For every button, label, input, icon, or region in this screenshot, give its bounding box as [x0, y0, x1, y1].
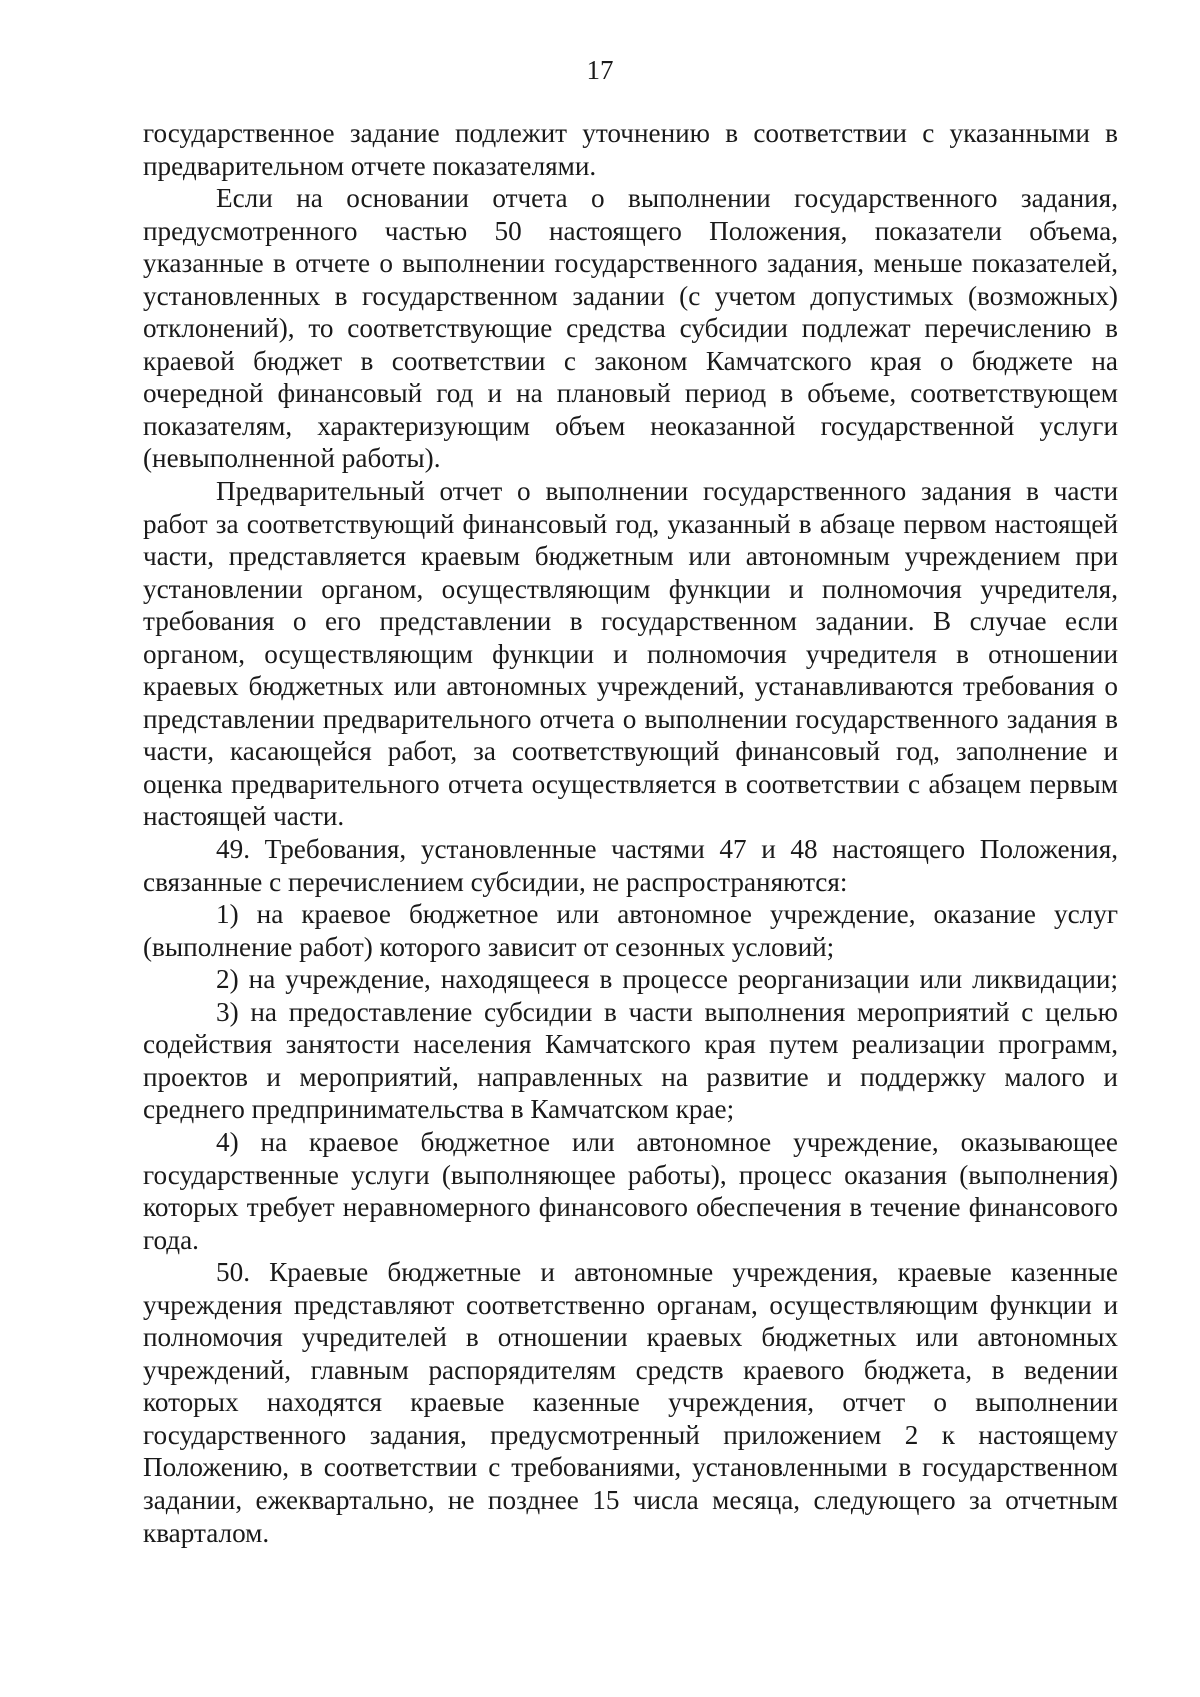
list-item-3: 3) на предоставление субсидии в части выполнения мероприятий с целью содействия занятости населения Камчатского края путем реализации программ, проектов и мероприятий, направленных на развитие и поддержку малого и среднего предпринимательства в Камчатском крае;: [143, 996, 1118, 1125]
paragraph-continuation: государственное задание подлежит уточнению в соответствии с указанными в предварительном отчете показателями.: [143, 118, 1118, 181]
page-number: 17: [586, 55, 614, 85]
paragraph-clause-49: 49. Требования, установленные частями 47 и 48 настоящего Положения, связанные с перечислением субсидии, не распространяются:: [143, 834, 1118, 897]
list-item-1: 1) на краевое бюджетное или автономное учреждение, оказание услуг (выполнение работ) которого зависит от сезонных условий;: [143, 899, 1118, 962]
paragraph-subsidy-return: Если на основании отчета о выполнении государственного задания, предусмотренного частью 50 настоящего Положения, показатели объема, указанные в отчете о выполнении государственного задания, меньше показателей, установленных в государственном задании (с учетом допустимых (возможных) отклонений), то соответствующие средства субсидии подлежат перечислению в краевой бюджет в соответствии с законом Камчатского края о бюджете на очередной финансовый год и на плановый период в объеме, соответствующем показателям, характеризующим объем неоказанной государственной услуги (невыполненной работы).: [143, 183, 1118, 474]
list-item-4: 4) на краевое бюджетное или автономное учреждение, оказывающее государственные услуги (выполняющее работы), процесс оказания (выполнения) которых требует неравномерного финансового обеспечения в течение финансового года.: [143, 1126, 1118, 1255]
paragraph-preliminary-report: Предварительный отчет о выполнении государственного задания в части работ за соответствующий финансовый год, указанный в абзаце первом настоящей части, представляется краевым бюджетным или автономным учреждением при установлении органом, осуществляющим функции и полномочия учредителя, требования о его представлении в государственном задании. В случае если органом, осуществляющим функции и полномочия учредителя в отношении краевых бюджетных или автономных учреждений, устанавливаются требования о представлении предварительного отчета о выполнении государственного задания в части, касающейся работ, за соответствующий финансовый год, заполнение и оценка предварительного отчета осуществляется в соответствии с абзацем первым настоящей части.: [143, 476, 1118, 832]
list-item-2: 2) на учреждение, находящееся в процессе реорганизации или ликвидации;: [216, 964, 1118, 995]
document-body: [143, 117, 1118, 1549]
paragraph-clause-50: 50. Краевые бюджетные и автономные учреждения, краевые казенные учреждения представляют соответственно органам, осуществляющим функции и полномочия учредителей в отношении краевых бюджетных или автономных учреждений, главным распорядителям средств краевого бюджета, в ведении которых находятся краевые казенные учреждения, отчет о выполнении государственного задания, предусмотренный приложением 2 к настоящему Положению, в соответствии с требованиями, установленными в государственном задании, ежеквартально, не позднее 15 числа месяца, следующего за отчетным кварталом.: [143, 1257, 1118, 1548]
